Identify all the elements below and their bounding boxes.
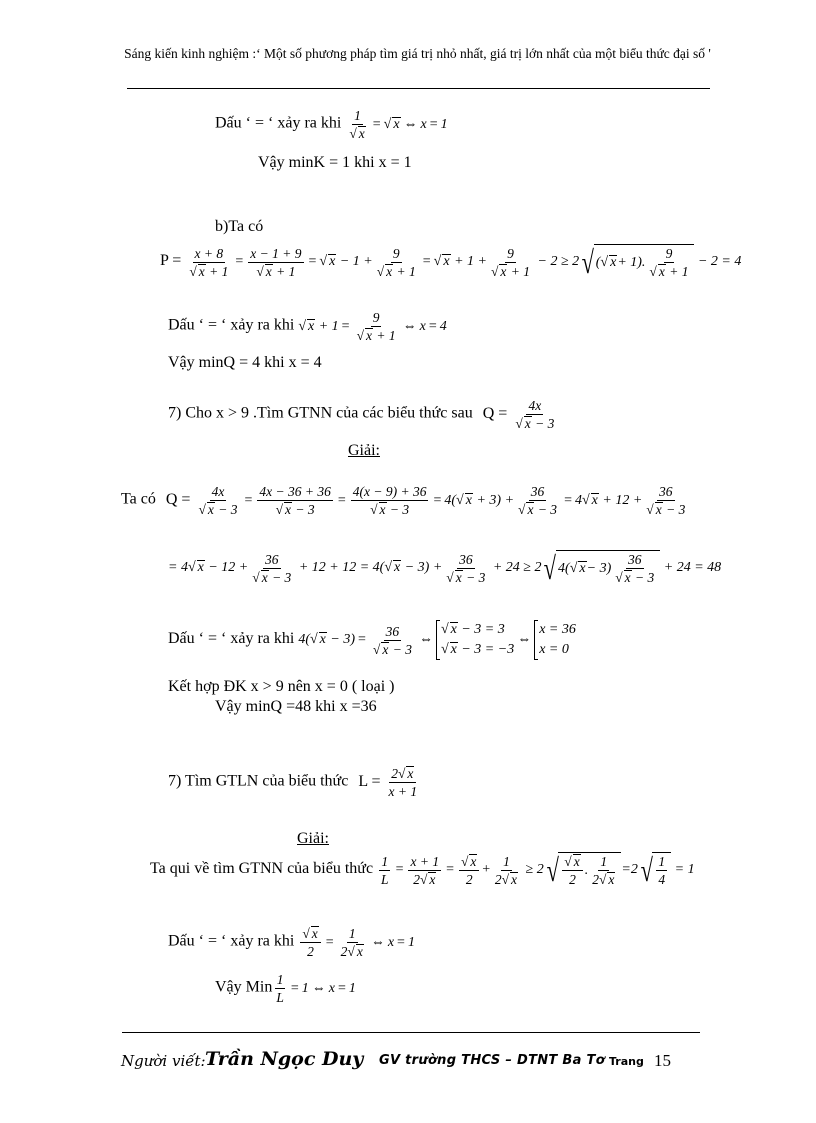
header-rule — [127, 88, 710, 89]
author-signature: Trần Ngọc Duy — [205, 1048, 364, 1070]
text: Dấu ‘ = ‘ xảy ra khi — [215, 114, 342, 132]
conclusion-min-k: Vậy minK = 1 khi x = 1 — [258, 154, 412, 171]
q-derivation-2 — [168, 550, 721, 586]
q-lead: Q = — [165, 490, 191, 508]
text: Vậy Min — [215, 978, 273, 996]
text: Dấu ‘ = ‘ xảy ra khi — [168, 932, 295, 950]
q-derivation-1 — [121, 484, 689, 517]
q-lead: Q = — [482, 404, 508, 422]
math-expr: $\frac{2√ x}{x + 1}$ — [388, 766, 418, 799]
math-expr: $\frac{4x}{√ x - 3}$ — [515, 398, 555, 431]
text: Dấu ‘ = ‘ xảy ra khi — [168, 630, 295, 648]
conclusion-min-q-4: Vậy minQ = 4 khi x = 4 — [168, 354, 322, 371]
conclusion-min-q-48: Vậy minQ =48 khi x =36 — [215, 698, 377, 715]
equality-condition-3 — [168, 620, 576, 660]
text: 7) Tìm GTLN của biểu thức — [168, 772, 349, 790]
text: 7) Cho x > 9 .Tìm GTNN của các biểu thức sau — [168, 404, 473, 422]
p-derivation — [160, 244, 741, 280]
footer — [121, 1048, 701, 1074]
ta-co: Ta có — [121, 490, 156, 508]
author-label: Người viết: — [121, 1052, 206, 1070]
l-derivation — [150, 852, 695, 888]
p-lead: P = — [160, 252, 182, 270]
equality-condition-1 — [215, 108, 448, 141]
text: Ta qui về tìm GTNN của biểu thức — [150, 860, 374, 878]
text: Dấu ‘ = ‘ xảy ra khi — [168, 316, 295, 334]
math-expr: = 4√ x − 12 + $\frac{36}{√ x - 3}$ + 12 + 12 = 4(√ x − 3) + $\frac{36}{√ x - 3}$ + 24 ≥ 2 √ 4( √ x − 3) 36 √ x − 3 + 24 = 48 — [168, 550, 722, 586]
page-number: 15 — [654, 1051, 671, 1070]
math-expr: $\frac{1}{L}$ = 1 ⇔ x = 1 — [276, 972, 356, 1005]
page-label: Trang — [609, 1055, 644, 1068]
equality-condition-4 — [168, 926, 415, 959]
condition-combine: Kết hợp ĐK x > 9 nên x = 0 ( loại ) — [168, 678, 395, 695]
math-expr: $\frac{1}{L}$ = $\frac{x + 1}{2√ x}$ = $\frac{√ x}{2}$ + $\frac{1}{2√ x}$ ≥ 2 √ √ x 2 . 1 2√ x =2 √ 1 4 = 1 — [381, 852, 695, 888]
page-header-title: Sáng kiến kinh nghiệm :‘ Một số phương pháp tìm giá trị nhỏ nhất, giá trị lớn nhất của một biểu thức đại số ' — [124, 46, 711, 61]
footer-rule — [122, 1032, 700, 1033]
solution-heading-2: Giải: — [297, 830, 329, 847]
problem-7b-statement — [168, 766, 421, 799]
conclusion-max-l — [215, 972, 356, 1005]
math-expr: √ x + 1 = $\frac{9}{√ x + 1}$ ⇔ x = 4 — [298, 310, 447, 343]
problem-7-statement — [168, 398, 558, 431]
math-expr: 4(√ x − 3) = $\frac{36}{√ x - 3}$ ⇔ √ x − 3 = 3 √ x − 3 = −3 ⇔ x = 36 x = 0 — [298, 632, 576, 647]
equality-condition-2 — [168, 310, 447, 343]
school-label: GV trường THCS – DTNT Ba Tơ — [379, 1053, 605, 1068]
math-expr: $\frac{x + 8}{√ x + 1}$ = $\frac{x - 1 + 9}{√ x + 1}$ = √ x − 1 + $\frac{9}{√ x + 1}$ = √ x + 1 + $\frac{9}{√ x + 1}$ − 2 ≥ 2 √ ( √ x + 1). 9 √ x + 1 − 2 = 4 — [189, 244, 742, 280]
l-lead: L = — [358, 772, 381, 790]
math-expr: $\frac{4x}{√ x - 3}$ = $\frac{4x - 36 + 36}{√ x - 3}$ = $\frac{4(x - 9) + 36}{√ x - 3}$ = 4(√ x + 3) + $\frac{36}{√ x - 3}$ = 4√ x + 12 + $\frac{36}{√ x - 3}$ — [198, 484, 686, 517]
part-b-label: b)Ta có — [215, 218, 264, 235]
math-expr: $\frac{1}{√ x}$ = √ x ⇔ x = 1 — [349, 108, 448, 141]
math-expr: $\frac{√ x}{2}$ = $\frac{1}{2√ x}$ ⇔ x = 1 — [302, 926, 415, 959]
solution-heading-1: Giải: — [348, 442, 380, 459]
